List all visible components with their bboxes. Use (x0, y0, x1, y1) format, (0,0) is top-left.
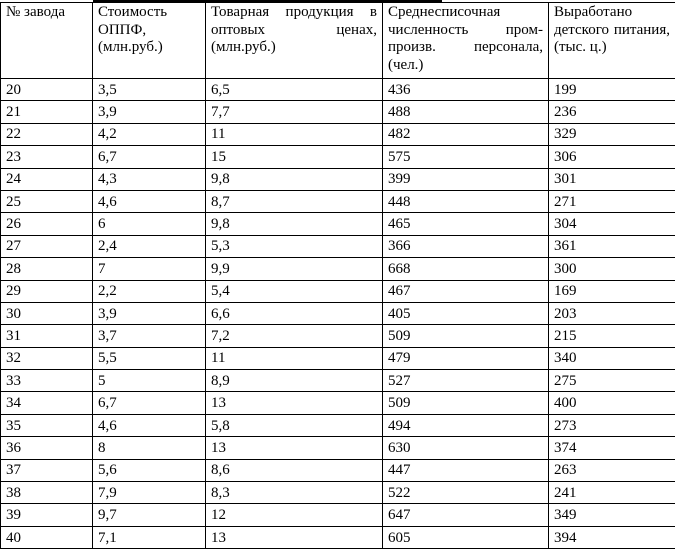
table-cell: 340 (549, 347, 675, 369)
table-row (1, 504, 675, 526)
table-cell: 630 (383, 437, 549, 459)
table-cell: 9,8 (206, 213, 383, 235)
table-cell: 28 (1, 258, 93, 280)
table-cell: 169 (549, 280, 675, 302)
table-cell: 5,6 (93, 459, 206, 481)
table-cell: 33 (1, 370, 93, 392)
table-cell: 203 (549, 302, 675, 324)
table-body (1, 79, 675, 549)
table-cell: 7,7 (206, 101, 383, 123)
table-cell: 8,3 (206, 482, 383, 504)
table-row (1, 258, 675, 280)
table-cell: 436 (383, 79, 549, 101)
table-row (1, 101, 675, 123)
table-cell: 5,5 (93, 347, 206, 369)
table-cell: 6,7 (93, 146, 206, 168)
table-cell: 509 (383, 325, 549, 347)
table-cell: 275 (549, 370, 675, 392)
table-cell: 399 (383, 168, 549, 190)
table-row (1, 482, 675, 504)
table-cell: 37 (1, 459, 93, 481)
table-cell: 527 (383, 370, 549, 392)
table-cell: 605 (383, 526, 549, 548)
table-cell: 3,5 (93, 79, 206, 101)
table-cell: 304 (549, 213, 675, 235)
table-cell: 482 (383, 123, 549, 145)
table-cell: 15 (206, 146, 383, 168)
table-cell: 4,6 (93, 190, 206, 212)
table-cell: 465 (383, 213, 549, 235)
table-cell: 509 (383, 392, 549, 414)
table-cell: 6,5 (206, 79, 383, 101)
table-cell: 479 (383, 347, 549, 369)
table-row (1, 213, 675, 235)
table-row (1, 370, 675, 392)
table-header (1, 3, 675, 79)
table-row (1, 526, 675, 548)
table-row (1, 325, 675, 347)
table-cell: 25 (1, 190, 93, 212)
table-row (1, 414, 675, 436)
table-row (1, 302, 675, 324)
table-cell: 29 (1, 280, 93, 302)
table-cell: 24 (1, 168, 93, 190)
table-cell: 7,9 (93, 482, 206, 504)
table-cell: 8,9 (206, 370, 383, 392)
table-cell: 405 (383, 302, 549, 324)
table-cell: 5,8 (206, 414, 383, 436)
table-row (1, 190, 675, 212)
table-cell: 7,2 (206, 325, 383, 347)
table-cell: 30 (1, 302, 93, 324)
table-row (1, 123, 675, 145)
table-cell: 301 (549, 168, 675, 190)
table-cell: 8,6 (206, 459, 383, 481)
table-row (1, 280, 675, 302)
table-cell: 12 (206, 504, 383, 526)
table-cell: 394 (549, 526, 675, 548)
factory-statistics-table (0, 2, 675, 549)
table-cell: 668 (383, 258, 549, 280)
table-cell: 447 (383, 459, 549, 481)
table-cell: 6,6 (206, 302, 383, 324)
table-cell: 575 (383, 146, 549, 168)
table-cell: 2,4 (93, 235, 206, 257)
table-cell: 2,2 (93, 280, 206, 302)
column-header-4: Среднесписочная численность пром-произв. персонала, (чел.) (383, 3, 549, 79)
table-cell: 27 (1, 235, 93, 257)
table-cell: 366 (383, 235, 549, 257)
table-cell: 306 (549, 146, 675, 168)
table-cell: 22 (1, 123, 93, 145)
column-header-2: Стоимость ОППФ, (млн.руб.) (93, 3, 206, 79)
table-cell: 5,3 (206, 235, 383, 257)
column-header-1: № завода (1, 3, 93, 79)
table-cell: 522 (383, 482, 549, 504)
table-cell: 467 (383, 280, 549, 302)
table-cell: 20 (1, 79, 93, 101)
table-cell: 215 (549, 325, 675, 347)
table-cell: 263 (549, 459, 675, 481)
table-cell: 236 (549, 101, 675, 123)
table-cell: 13 (206, 437, 383, 459)
table-cell: 3,9 (93, 302, 206, 324)
table-row (1, 347, 675, 369)
table-row (1, 392, 675, 414)
table-cell: 271 (549, 190, 675, 212)
table-row (1, 235, 675, 257)
column-header-5: Выработано детского питания, (тыс. ц.) (549, 3, 675, 79)
table-cell: 9,9 (206, 258, 383, 280)
table-cell: 40 (1, 526, 93, 548)
table-cell: 35 (1, 414, 93, 436)
table-row (1, 459, 675, 481)
table-cell: 9,8 (206, 168, 383, 190)
table-cell: 38 (1, 482, 93, 504)
table-cell: 273 (549, 414, 675, 436)
table-cell: 4,2 (93, 123, 206, 145)
table-cell: 11 (206, 347, 383, 369)
table-cell: 3,9 (93, 101, 206, 123)
table-cell: 23 (1, 146, 93, 168)
table-cell: 36 (1, 437, 93, 459)
table-cell: 329 (549, 123, 675, 145)
table-cell: 21 (1, 101, 93, 123)
table-cell: 3,7 (93, 325, 206, 347)
table-row (1, 146, 675, 168)
table-cell: 13 (206, 392, 383, 414)
table-cell: 32 (1, 347, 93, 369)
table-cell: 647 (383, 504, 549, 526)
table-cell: 13 (206, 526, 383, 548)
table-cell: 34 (1, 392, 93, 414)
table-cell: 6 (93, 213, 206, 235)
table-cell: 6,7 (93, 392, 206, 414)
column-header-3: Товарная продукция в оптовых ценах, (млн.руб.) (206, 3, 383, 79)
table-cell: 5 (93, 370, 206, 392)
table-cell: 8 (93, 437, 206, 459)
table-cell: 448 (383, 190, 549, 212)
table-cell: 400 (549, 392, 675, 414)
table-cell: 241 (549, 482, 675, 504)
table-cell: 349 (549, 504, 675, 526)
table-cell: 199 (549, 79, 675, 101)
table-cell: 488 (383, 101, 549, 123)
table-header-row (1, 3, 675, 79)
table-row (1, 79, 675, 101)
table-cell: 361 (549, 235, 675, 257)
table-cell: 8,7 (206, 190, 383, 212)
table-cell: 7,1 (93, 526, 206, 548)
table-cell: 31 (1, 325, 93, 347)
table-cell: 11 (206, 123, 383, 145)
table-cell: 7 (93, 258, 206, 280)
table-cell: 494 (383, 414, 549, 436)
table-cell: 4,3 (93, 168, 206, 190)
table-cell: 4,6 (93, 414, 206, 436)
table-cell: 9,7 (93, 504, 206, 526)
table-row (1, 437, 675, 459)
table-row (1, 168, 675, 190)
table-cell: 374 (549, 437, 675, 459)
table-cell: 39 (1, 504, 93, 526)
table-cell: 5,4 (206, 280, 383, 302)
table-cell: 300 (549, 258, 675, 280)
table-cell: 26 (1, 213, 93, 235)
